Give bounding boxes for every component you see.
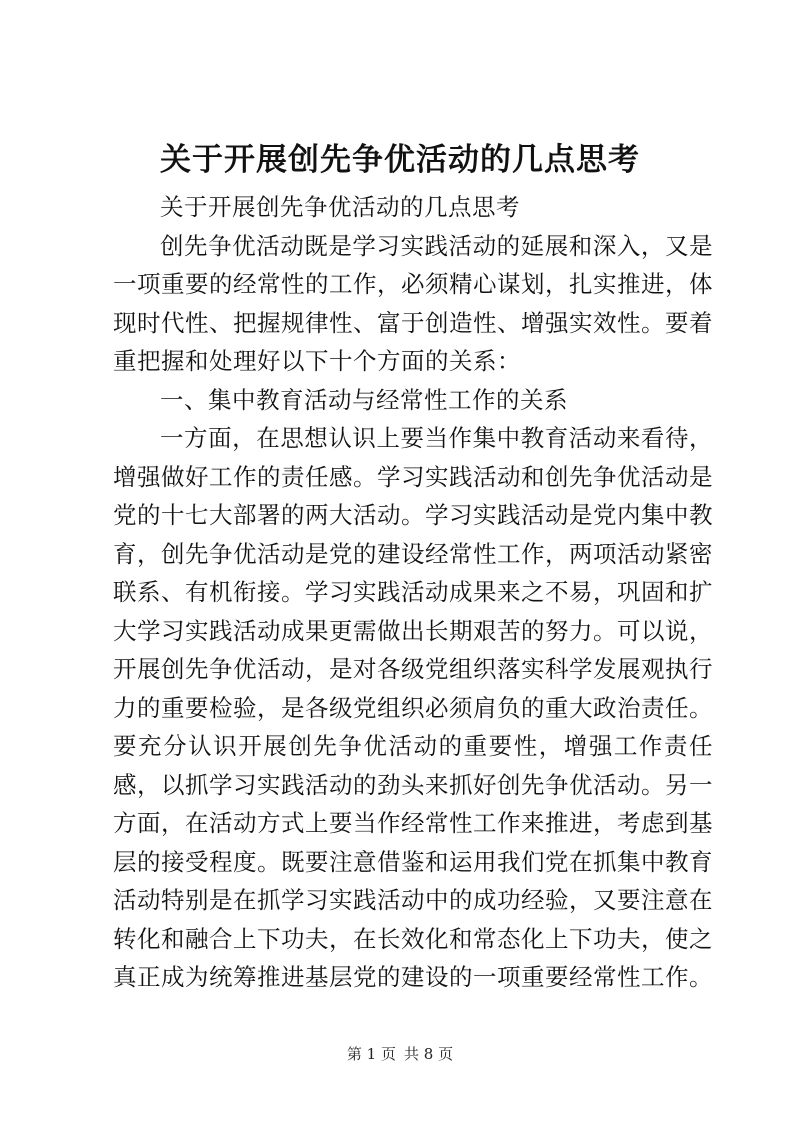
document-title: 关于开展创先争优活动的几点思考 [160,142,640,178]
section-1-paragraph: 一方面，在思想认识上要当作集中教育活动来看待，增强做好工作的责任感。学习实践活动和创先争优活动是党的十七大部署的两大活动。学习实践活动是党内集中教育，创先争优活动是党的建设经常性工作，两项活动紧密联系、有机衔接。学习实践活动成果来之不易，巩固和扩大学习实践活动成果更需做出长期艰苦的努力。可以说，开展创先争优活动，是对各级党组织落实科学发展观执行力的重要检验，是各级党组织必须肩负的重大政治责任。要充分认识开展创先争优活动的重要性，增强工作责任感，以抓学习实践活动的劲头来抓好创先争优活动。另一方面，在活动方式上要当作经常性工作来推进，考虑到基层的接受程度。既要注意借鉴和运用我们党在抓集中教育活动特别是在抓学习实践活动中的成功经验，又要注意在转化和融合上下功夫，在长效化和常态化上下功夫，使之真正成为统筹推进基层党的建设的一项重要经常性工作。 [113,424,713,991]
page-number: 第 1 页 [346,1045,396,1063]
document-body [113,188,713,997]
page-total: 共 8 页 [404,1045,454,1063]
page-footer [0,1044,800,1064]
subtitle-paragraph: 关于开展创先争优活动的几点思考 [160,193,520,221]
intro-paragraph: 创先争优活动既是学习实践活动的延展和深入，又是一项重要的经常性的工作，必须精心谋划，扎实推进，体现时代性、把握规律性、富于创造性、增强实效性。要着重把握和处理好以下十个方面的关系： [113,231,713,375]
section-heading-1: 一、集中教育活动与经常性工作的关系 [160,385,568,414]
